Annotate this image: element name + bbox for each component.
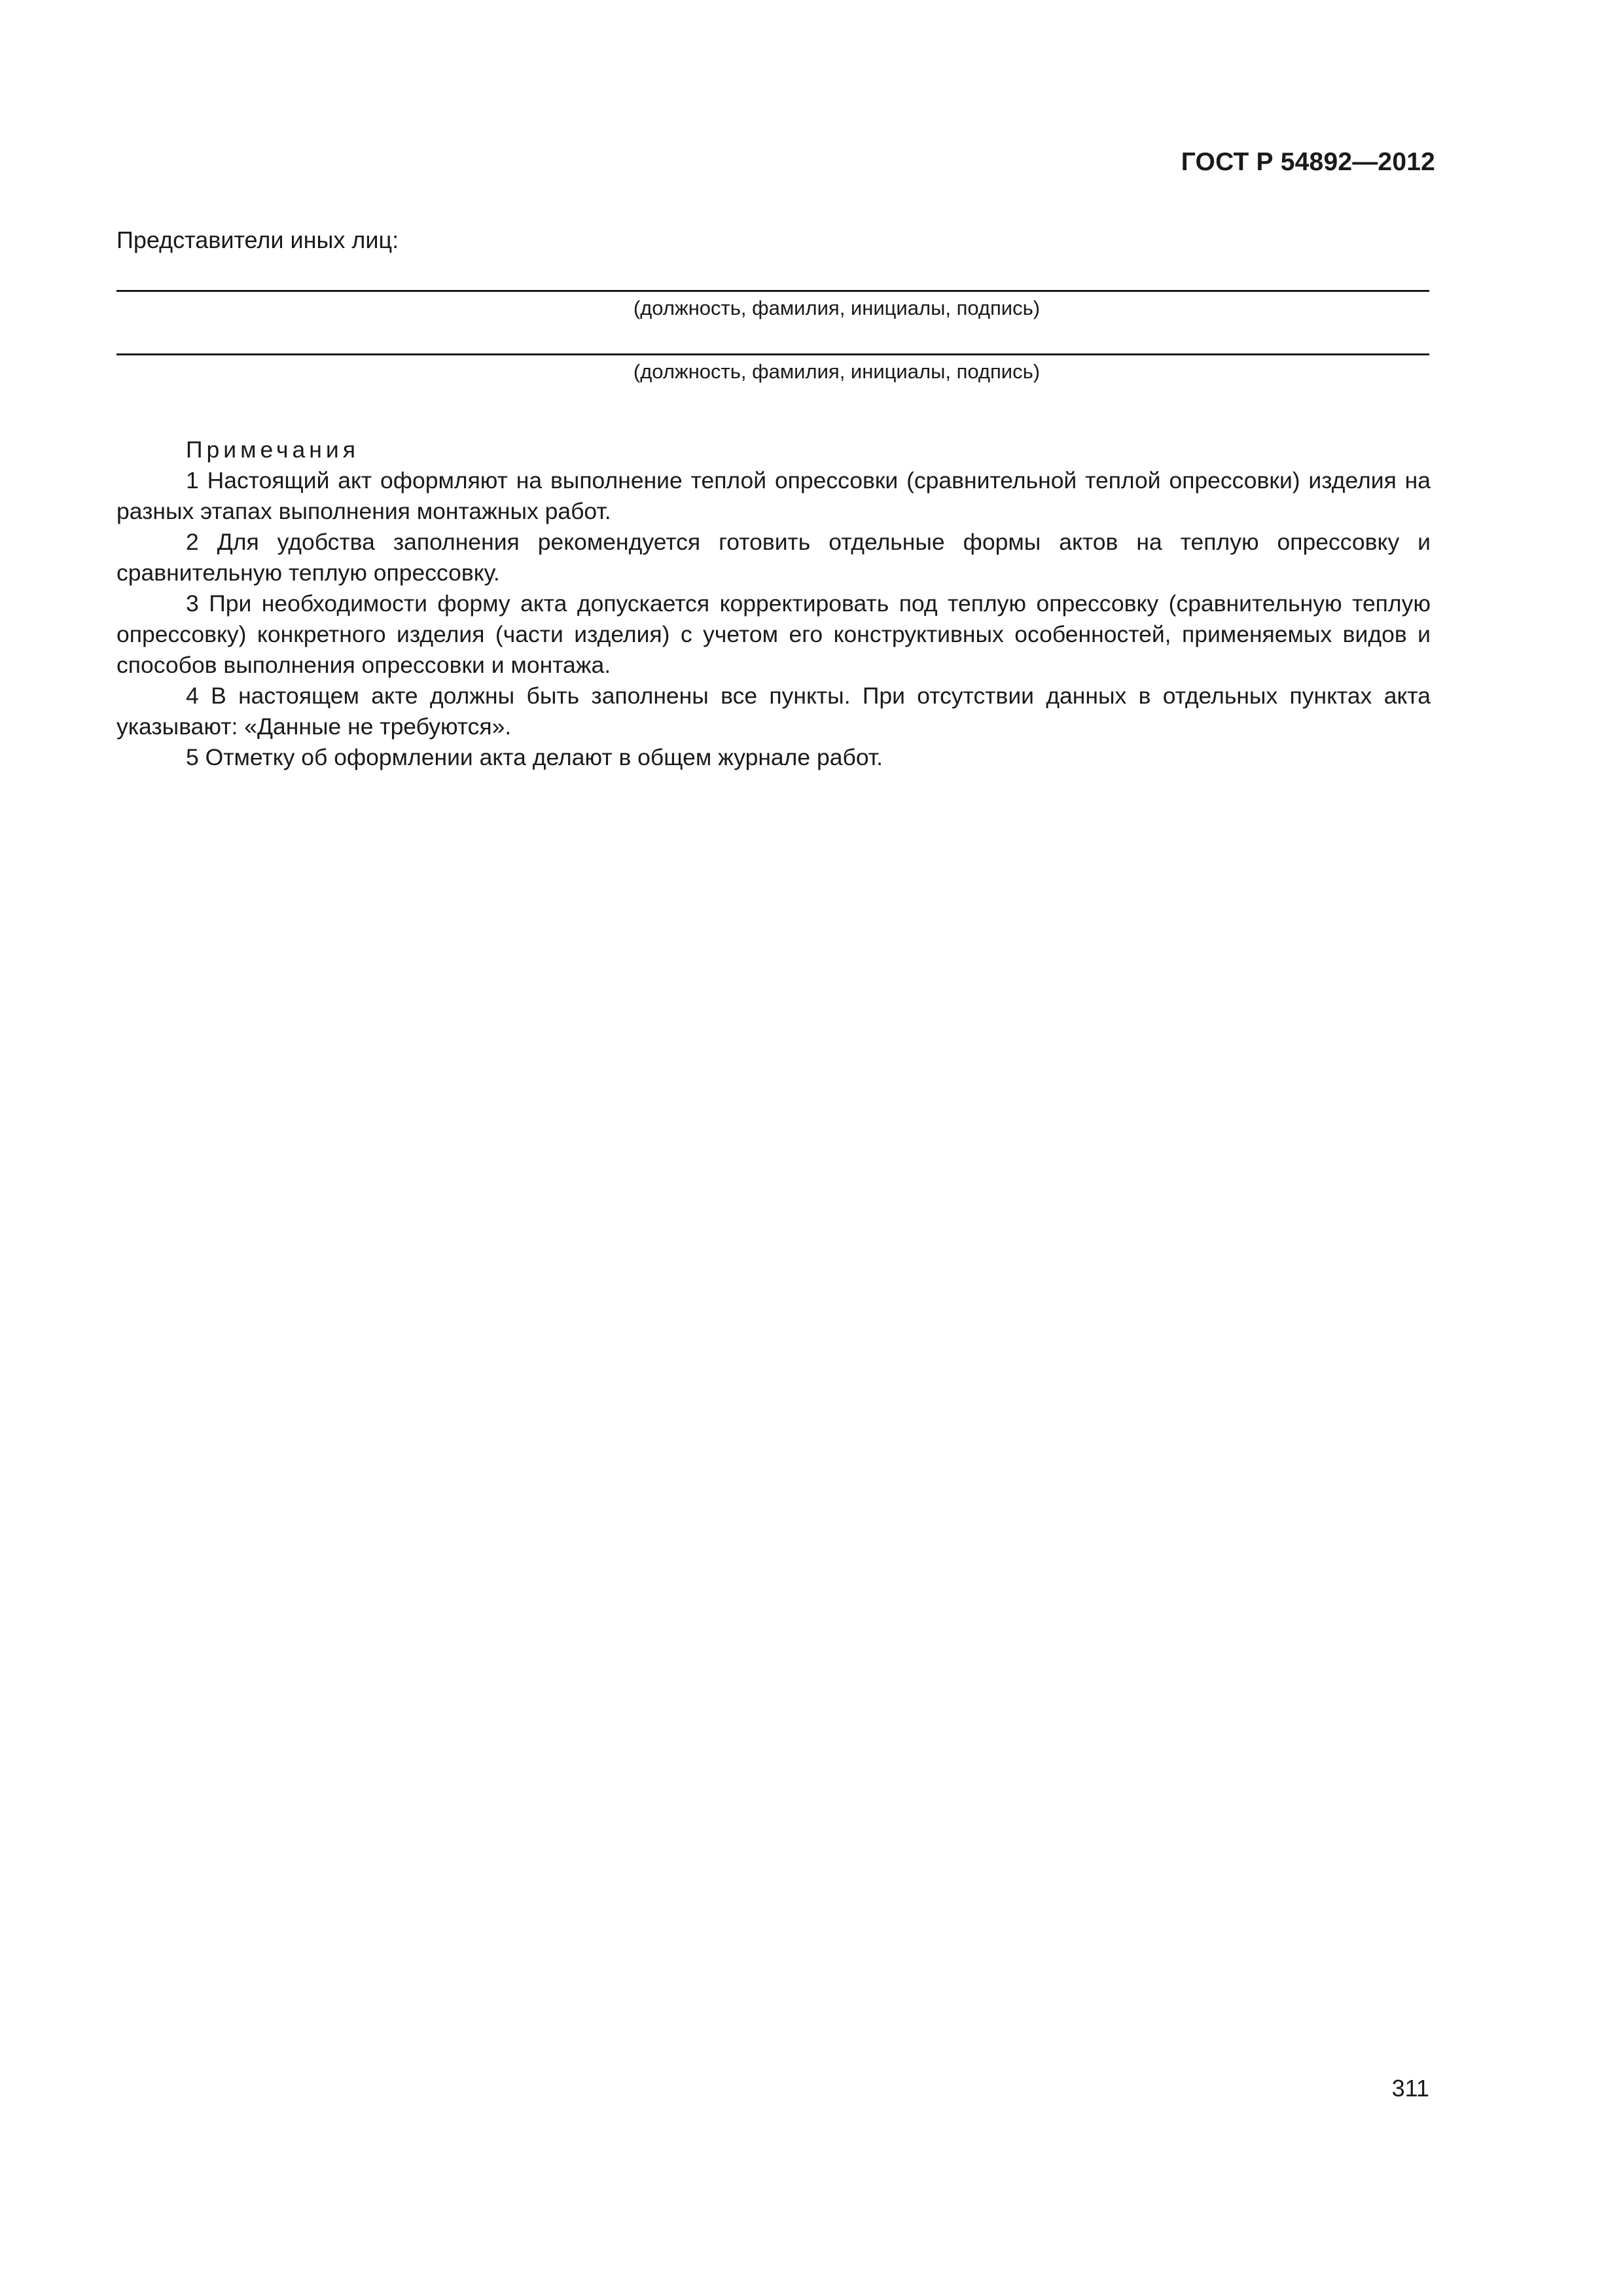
notes-title: Примечания xyxy=(186,437,359,463)
note-item: 5 Отметку об оформлении акта делают в общем журнале работ. xyxy=(186,744,883,770)
document-code: ГОСТ Р 54892—2012 xyxy=(1181,148,1435,176)
signature-caption: (должность, фамилия, инициалы, подпись) xyxy=(633,296,1041,319)
notes-section xyxy=(116,435,1431,773)
note-item: 4 В настоящем акте должны быть заполнены все пункты. При отсутствии данных в отдельных пунктах акта указывают: «Данные не требуются». xyxy=(116,683,1431,740)
other-representatives-label: Представители иных лиц: xyxy=(116,226,399,253)
signature-line xyxy=(116,353,1429,355)
signature-field xyxy=(116,353,1429,384)
note-item: 1 Настоящий акт оформляют на выполнение теплой опрессовки (сравнительной теплой опрессовки) изделия на разных этапах выполнения монтажных работ. xyxy=(116,467,1431,524)
note-item: 3 При необходимости форму акта допускается корректировать под теплую опрессовку (сравнительную теплую опрессовку) конкретного изделия (части изделия) с учетом его конструктивных особенностей, применяемых видов и способов выполнения опрессовки и монтажа. xyxy=(116,590,1431,678)
signature-line xyxy=(116,290,1429,292)
note-item: 2 Для удобства заполнения рекомендуется готовить отдельные формы актов на теплую опрессовку и сравнительную теплую опрессовку. xyxy=(116,529,1431,586)
page-number: 311 xyxy=(1391,2075,1429,2102)
signature-caption: (должность, фамилия, инициалы, подпись) xyxy=(633,360,1041,383)
signature-field xyxy=(116,290,1429,320)
